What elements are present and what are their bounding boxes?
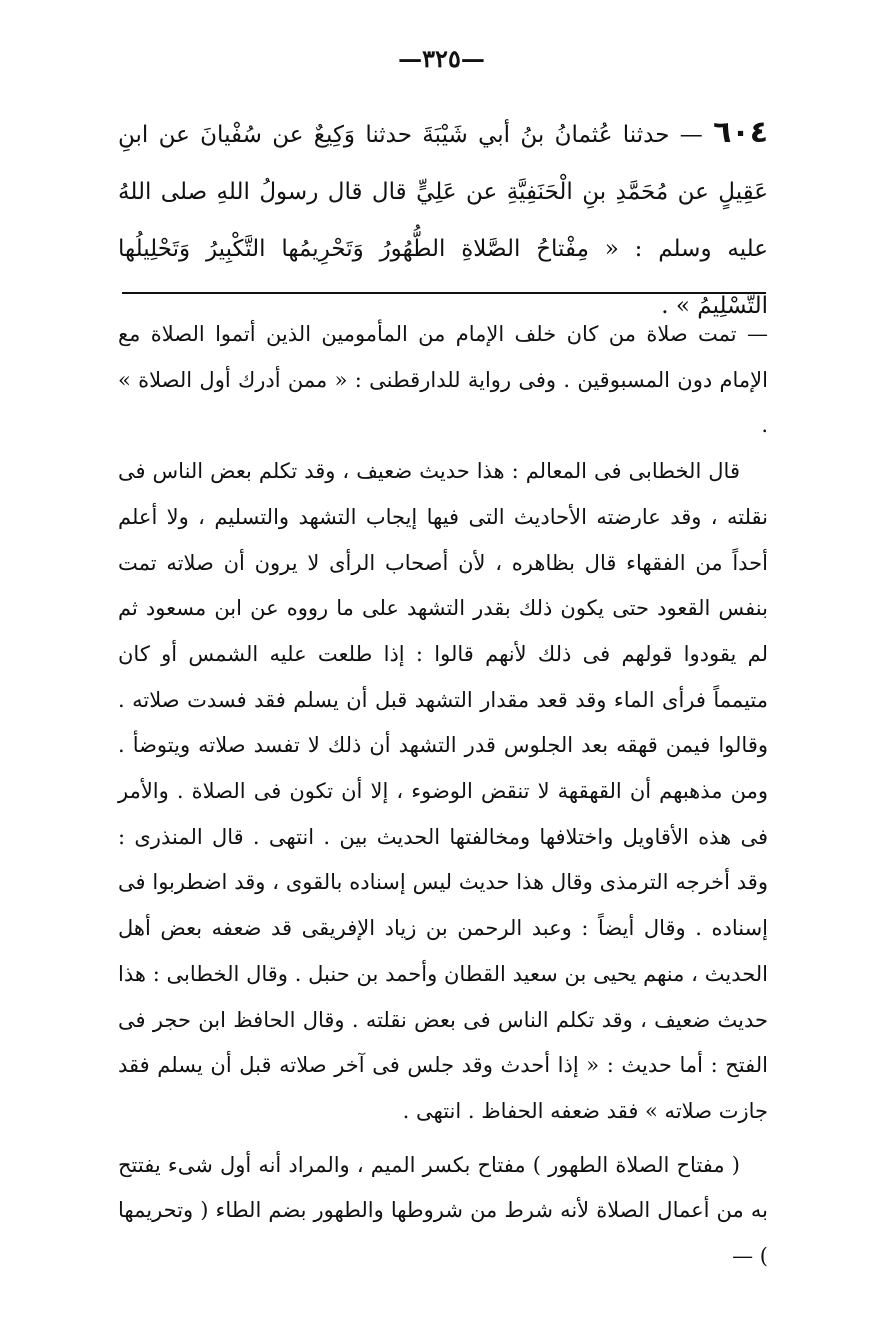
commentary-block bbox=[118, 312, 768, 1280]
commentary-paragraph-1: — تمت صلاة من كان خلف الإمام من المأمومين الذين أتموا الصلاة مع الإمام دون المسبوقين . وفى رواية للدارقطنى : « ممن أدرك أول الصلاة » . bbox=[118, 322, 768, 438]
page-number: —٣٢٥— bbox=[398, 44, 485, 73]
hadith-text-block bbox=[118, 104, 768, 335]
hadith-number: ٦٠٤ bbox=[713, 115, 769, 150]
commentary-paragraph-3: ( مفتاح الصلاة الطهور ) مفتاح بكسر الميم ، والمراد أنه أول شىء يفتتح به من أعمال الصلاة لأنه شرط من شروطها والطهور بضم الطاء ( وتحريمها ) — bbox=[118, 1152, 768, 1269]
commentary-paragraph-2: قال الخطابى فى المعالم : هذا حديث ضعيف ، وقد تكلم بعض الناس فى نقلته ، وقد عارضته الأحاديث التى فيها إيجاب التشهد والتسليم ، ولا أعلم أحداً من الفقهاء قال بظاهره ، لأن أصحاب الرأى لا يرون أن صلاته تمت بنفس القعود حتى يكون ذلك بقدر التشهد على ما رووه عن ابن مسعود ثم لم يقودوا قولهم فى ذلك لأنهم قالوا : إذا طلعت عليه الشمس أو كان متيمماً فرأى الماء وقد قعد مقدار التشهد قبل أن يسلم فقد فسدت صلاته . وقالوا فيمن قهقه بعد الجلوس قدر التشهد أن ذلك لا تفسد صلاته ويتوضأ . ومن مذهبهم أن القهقهة لا تنقض الوضوء ، إلا أن تكون فى الصلاة . والأمر فى هذه الأقاويل واختلافها ومخالفتها الحديث بين . انتهى . قال المنذرى : وقد أخرجه الترمذى وقال هذا حديث ليس إسناده بالقوى ، وقد اضطربوا فى إسناده . وقال أيضاً : وعبد الرحمن بن زياد الإفريقى قد ضعفه بعض أهل الحديث ، منهم يحيى بن سعيد القطان وأحمد بن حنبل . وقال الخطابى : هذا حديث ضعيف ، وقد تكلم الناس فى بعض نقلته . وقال الحافظ ابن حجر فى الفتح : أما حديث : « إذا أحدث وقد جلس فى آخر صلاته قبل أن يسلم فقد جازت صلاته » فقد ضعفه الحفاظ . انتهى . bbox=[118, 459, 768, 1123]
separator-rule bbox=[122, 292, 766, 294]
hadith-text: — حدثنا عُثمانُ بنُ أبي شَيْبَةَ حدثنا وَكِيعٌ عن سُفْيانَ عن ابنِ عَقِيلٍ عن مُحَمَّدِ بنِ الْحَنَفِيَّةِ عن عَلِيٍّ قال قال رسولُ اللهِ صلى اللهُ عليه وسلم : « مِفْتاحُ الصَّلاةِ الطُّهُورُ وَتَحْرِيمُها التَّكْبِيرُ وَتَحْلِيلُها التَّسْلِيمُ » . bbox=[118, 122, 768, 319]
